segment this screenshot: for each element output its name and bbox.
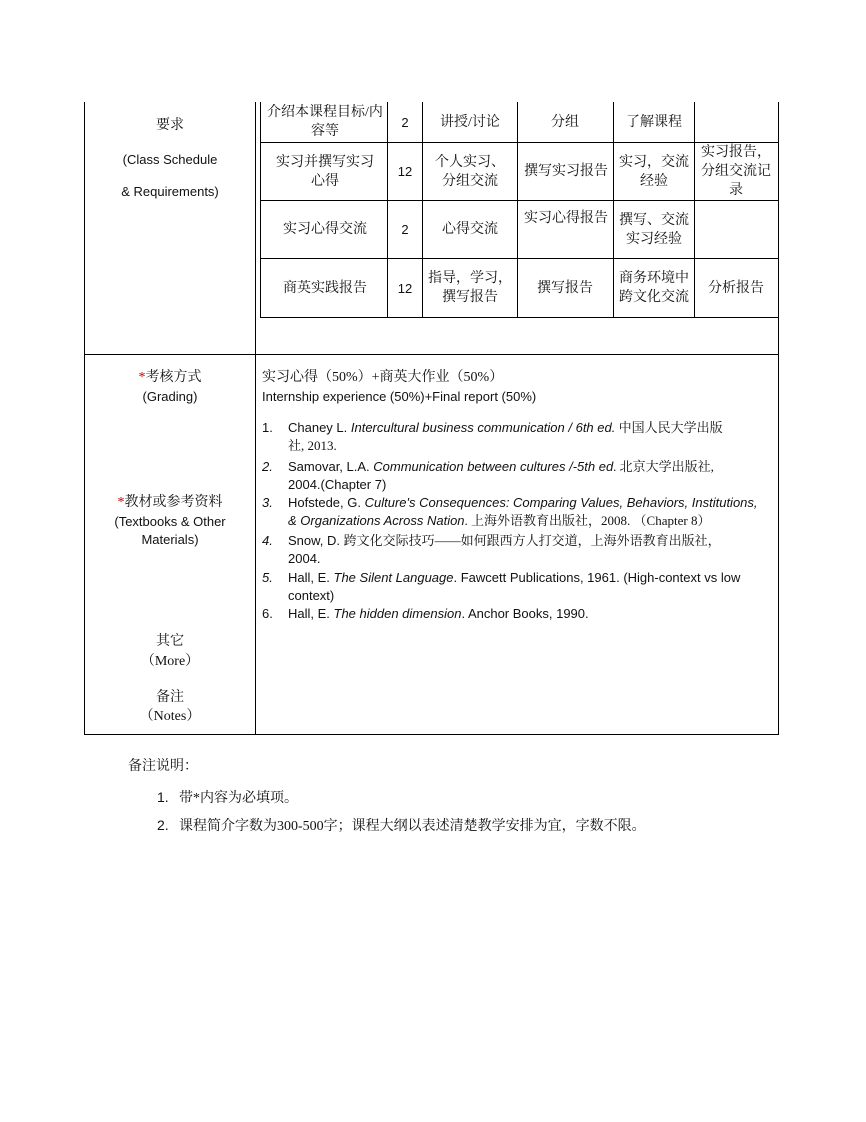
schedule-cell-hours: 2	[401, 114, 409, 130]
footer-title: 备注说明：	[128, 759, 198, 774]
schedule-cell-assignment: 实习心得报告	[524, 211, 608, 226]
section-divider-schedule	[84, 354, 779, 355]
schedule-cell-assignment: 分组	[551, 114, 579, 130]
grading-label-en: (Grading)	[142, 389, 198, 404]
label-column-divider	[255, 102, 256, 735]
schedule-cell-topic: 商英实践报告	[283, 280, 367, 296]
required-star: *	[138, 370, 146, 385]
grading-value-en: Internship experience (50%)+Final report (50%)	[262, 389, 537, 404]
schedule-cell-outcome: 撰写、交流实习经验	[619, 212, 689, 247]
schedule-label-cn: 要求	[156, 118, 184, 133]
schedule-cell-outcome: 了解课程	[626, 114, 682, 130]
table-border-bottom	[84, 734, 779, 735]
footer-item: 1. 带*内容为必填项。	[157, 789, 298, 806]
schedule-cell-topic: 实习并撰写实习心得	[276, 154, 374, 189]
schedule-cell-method: 讲授/讨论	[440, 114, 500, 130]
reference-item: 3. Hofstede, G. Culture's Consequences: Comparing Values, Behaviors, Institutions, & Organizations Across Nation. 上海外语教育出版社，2008. （Chapter 8）	[262, 495, 758, 528]
reference-item: 6. Hall, E. The hidden dimension. Anchor Books, 1990.	[262, 606, 589, 621]
schedule-cell-assignment: 撰写实习报告	[524, 164, 608, 179]
reference-item: 5. Hall, E. The Silent Language. Fawcett Publications, 1961. (High-context vs low context)	[262, 570, 741, 603]
grading-value-cn: 实习心得（50%）+商英大作业（50%）	[262, 370, 504, 385]
schedule-cell-topic: 实习心得交流	[283, 222, 367, 237]
more-label-cn: 其它	[156, 634, 184, 649]
required-star: *	[117, 495, 125, 510]
schedule-cell-outcome: 商务环境中跨文化交流	[619, 271, 689, 305]
textbooks-label-en2: Materials)	[141, 532, 199, 547]
textbooks-label-en1: (Textbooks & Other	[114, 514, 226, 529]
reference-item: 2. Samovar, L.A. Communication between cultures /-5th ed. 北京大学出版社, 2004.(Chapter 7)	[262, 459, 714, 492]
schedule-cell-output: 分析报告	[708, 280, 764, 296]
grading-label-cn: *考核方式	[138, 370, 202, 385]
schedule-grid-left	[260, 102, 261, 318]
schedule-cell-hours: 2	[401, 222, 409, 237]
reference-item: 4. Snow, D. 跨文化交际技巧——如何跟西方人打交道，上海外语教育出版社， 2004.	[262, 533, 721, 566]
schedule-cell-hours: 12	[397, 164, 413, 179]
schedule-cell-outcome: 实习，交流经验	[619, 154, 689, 189]
table-border-right	[778, 102, 779, 735]
schedule-grid-col3	[422, 102, 423, 318]
notes-label-en: （Notes）	[139, 709, 201, 724]
schedule-label-en1: (Class Schedule	[122, 152, 218, 167]
schedule-cell-output: 实习报告，分组交流记录	[701, 145, 771, 198]
notes-label-cn: 备注	[156, 690, 184, 705]
schedule-cell-output	[697, 102, 775, 142]
schedule-cell-hours: 12	[397, 280, 413, 296]
schedule-grid-row4	[260, 317, 778, 318]
more-label-en: （More）	[140, 654, 200, 669]
schedule-grid-col4	[517, 102, 518, 318]
footer-item: 2. 课程简介字数为300-500字；课程大纲以表述清楚教学安排为宜，字数不限。	[157, 817, 646, 834]
schedule-cell-output	[697, 201, 775, 258]
schedule-cell-assignment: 撰写报告	[537, 280, 593, 296]
schedule-grid-col5	[613, 102, 614, 318]
reference-item: 1. Chaney L. Intercultural business communication / 6th ed. 中国人民大学出版 社, 2013.	[262, 420, 723, 453]
schedule-label-en2: & Requirements)	[121, 184, 219, 199]
schedule-grid-col6	[694, 102, 695, 318]
schedule-cell-topic: 介绍本课程目标/内容等	[267, 105, 383, 139]
schedule-cell-method: 心得交流	[442, 222, 498, 237]
schedule-cell-method: 个人实习、分组交流	[435, 154, 505, 189]
textbooks-label-cn: *教材或参考资料	[117, 495, 223, 510]
schedule-cell-method: 指导，学习，撰写报告	[428, 271, 512, 305]
